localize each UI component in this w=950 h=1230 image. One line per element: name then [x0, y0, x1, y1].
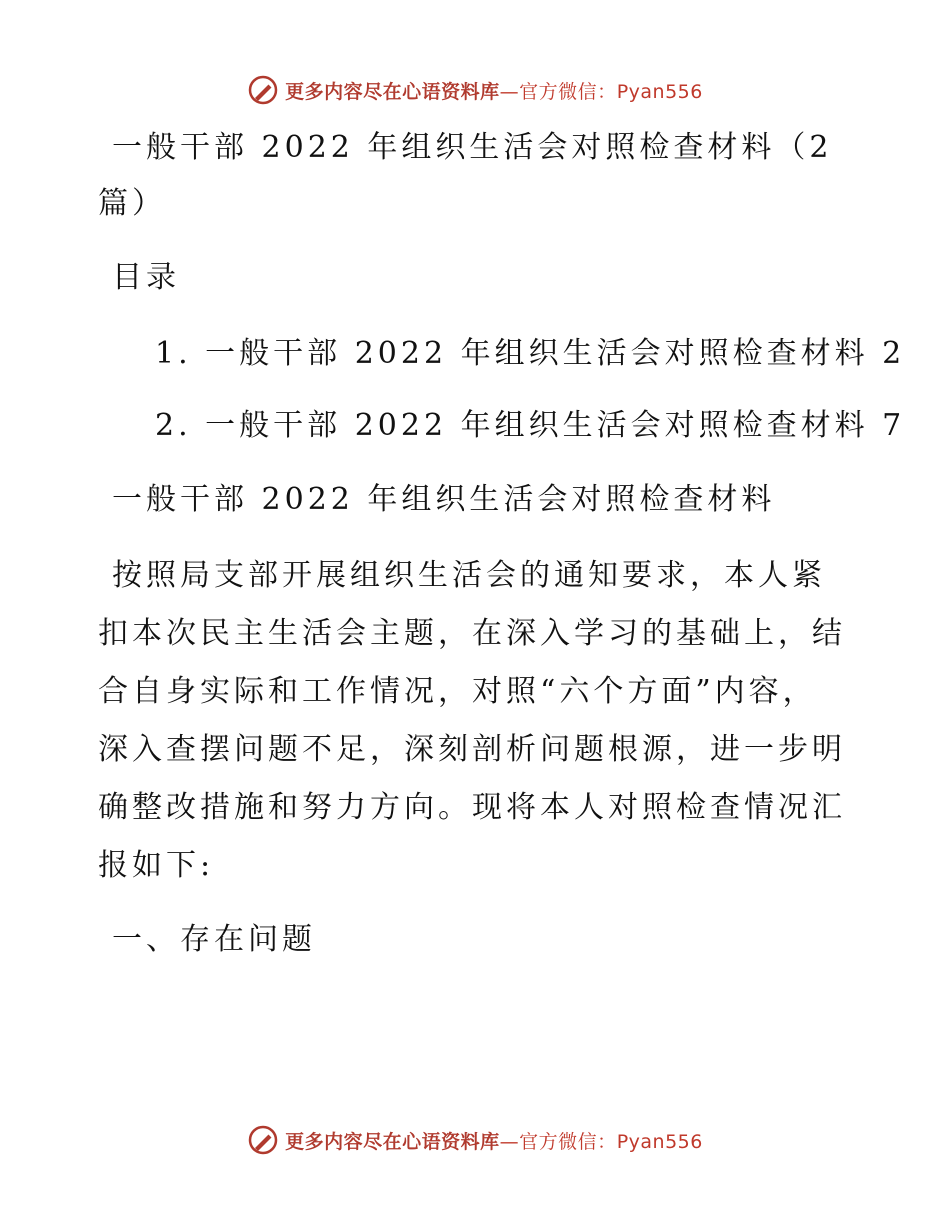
watermark-site-text: 更多内容尽在心语资料库 — [285, 80, 500, 103]
pen-logo-icon — [247, 74, 279, 106]
watermark-wechat-label: 官方微信： — [519, 80, 617, 103]
watermark-wechat-id: Pyan556 — [616, 80, 703, 103]
watermark-wechat-id: Pyan556 — [616, 1130, 703, 1153]
document-title-line2: 篇） — [98, 186, 166, 221]
watermark-text — [285, 77, 703, 104]
watermark-banner-bottom — [0, 1120, 950, 1160]
section-title: 一般干部 2022 年组织生活会对照检查材料 — [112, 482, 776, 517]
heading-existing-problems: 一、存在问题 — [112, 922, 316, 957]
paragraph-line: 扣本次民主生活会主题，在深入学习的基础上，结 — [98, 616, 846, 651]
watermark-text — [285, 1127, 703, 1154]
paragraph-line: 深入查摆问题不足，深刻剖析问题根源，进一步明 — [98, 732, 846, 767]
watermark-dash: — — [499, 1130, 520, 1153]
paragraph-line: 报如下: — [98, 848, 215, 883]
document-title-line1: 一般干部 2022 年组织生活会对照检查材料（2 — [112, 130, 833, 165]
toc-item-2[interactable]: 2. 一般干部 2022 年组织生活会对照检查材料 7 — [155, 408, 906, 443]
watermark-site-text: 更多内容尽在心语资料库 — [285, 1130, 500, 1153]
watermark-dash: — — [499, 80, 520, 103]
toc-heading: 目录 — [112, 260, 180, 295]
watermark-wechat-label: 官方微信： — [519, 1130, 617, 1153]
toc-item-1[interactable]: 1. 一般干部 2022 年组织生活会对照检查材料 2 — [155, 336, 906, 371]
pen-logo-icon — [247, 1124, 279, 1156]
paragraph-line: 按照局支部开展组织生活会的通知要求，本人紧 — [112, 558, 826, 593]
paragraph-line: 确整改措施和努力方向。现将本人对照检查情况汇 — [98, 790, 846, 825]
paragraph-line: 合自身实际和工作情况，对照“六个方面”内容， — [98, 674, 817, 709]
watermark-banner-top — [0, 70, 950, 110]
